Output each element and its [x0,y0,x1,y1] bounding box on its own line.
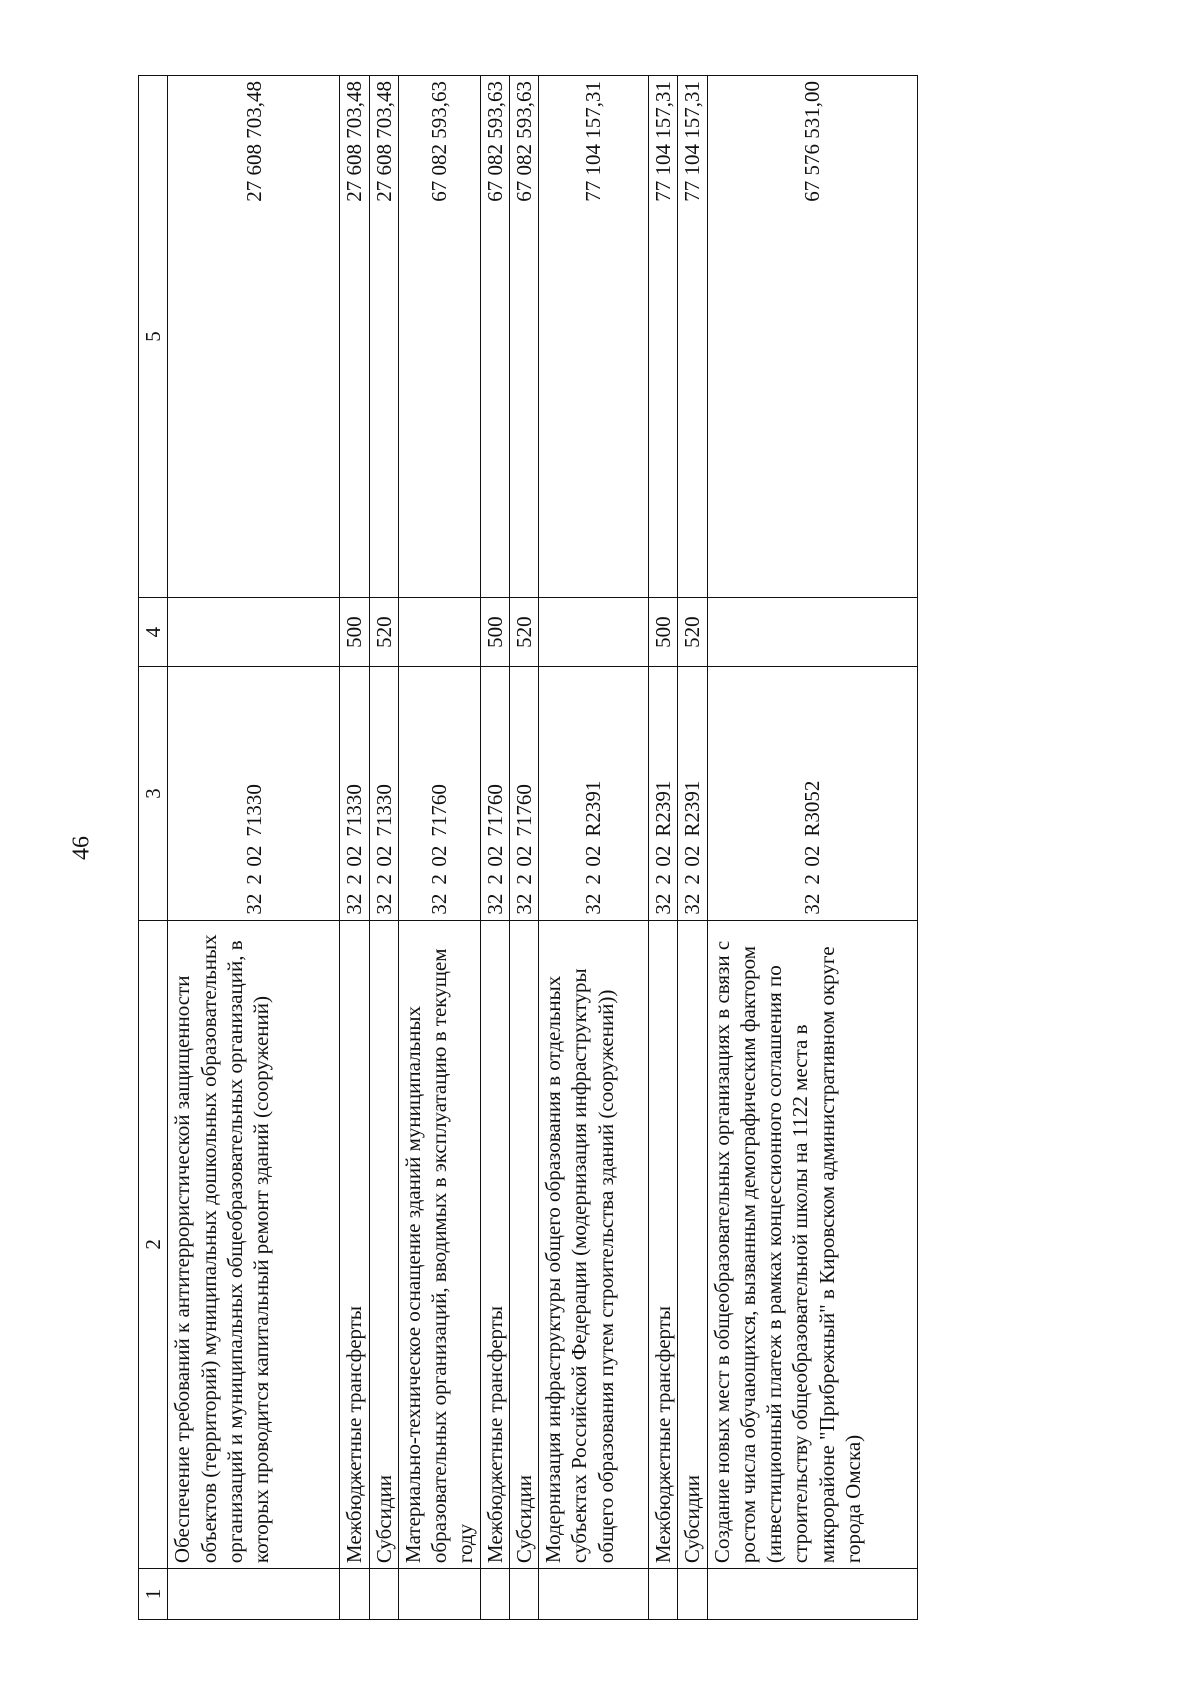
amount-cell: 67 576 531,00 [707,76,917,598]
table-row [168,76,340,1620]
code-part: 2 [371,874,396,885]
code-part: 32 [427,893,451,915]
row-index-cell [649,1569,678,1620]
classification-code-cell [398,667,480,920]
expense-type-cell: 500 [480,597,509,666]
description-cell: Межбюджетные трансферты [480,920,509,1568]
code-part: 32 [371,893,396,915]
row-index-cell [340,1569,369,1620]
code-part: 02 [371,845,396,867]
table-row [369,76,398,1620]
description-cell: Субсидии [678,920,707,1568]
classification-code-cell [707,667,917,920]
code-part: 71330 [342,784,367,837]
row-index-cell [168,1569,340,1620]
classification-code-cell [649,667,678,920]
code-part: 32 [799,893,824,915]
description-cell: Создание новых мест в общеобразовательных организациях в связи с ростом числа обучающихся, вызванным демографическим фактором (инвестиционный платеж в рамках концессионного соглашения по строительству общеобразовательной школы на 1122 места в микрорайоне "Прибрежный" в Кировском административном округе города Омска) [707,920,917,1568]
code-part: 32 [651,893,675,915]
document-sheet [138,75,1138,1620]
table-row [509,76,538,1620]
description-cell: Межбюджетные трансферты [340,920,369,1568]
amount-cell: 27 608 703,48 [168,76,340,598]
description-cell: Материально-техническое оснащение зданий муниципальных образовательных организаций, вводимых в эксплуатацию в текущем году [398,920,480,1568]
code-part: 2 [482,874,507,885]
description-cell: Субсидии [509,920,538,1568]
code-part: 71760 [482,784,507,837]
code-part: 02 [427,845,451,867]
code-part: 32 [241,893,266,915]
classification-code-cell [539,667,649,920]
row-index-cell [369,1569,398,1620]
code-part: 2 [241,874,266,885]
amount-cell: 27 608 703,48 [340,76,369,598]
code-part: 2 [342,874,367,885]
page-number: 46 [68,836,95,860]
code-part: 2 [680,874,705,885]
header-col-4: 4 [139,597,168,666]
expense-type-cell [707,597,917,666]
code-part: 02 [342,845,367,867]
budget-table [138,75,918,1620]
code-part: R2391 [581,780,606,837]
code-part: 02 [799,845,824,867]
classification-code-cell [168,667,340,920]
code-part: 02 [651,845,675,867]
code-part: 32 [581,893,606,915]
code-part: 32 [511,893,536,915]
code-part: 02 [482,845,507,867]
expense-type-cell: 520 [509,597,538,666]
classification-code-cell [678,667,707,920]
table-row [707,76,917,1620]
code-part: 71760 [511,784,536,837]
table-row [480,76,509,1620]
amount-cell: 67 082 593,63 [480,76,509,598]
expense-type-cell: 500 [649,597,678,666]
code-part: 71330 [371,784,396,837]
expense-type-cell [398,597,480,666]
expense-type-cell [168,597,340,666]
amount-cell: 67 082 593,63 [398,76,480,598]
classification-code-cell [340,667,369,920]
table-header-row [139,76,168,1620]
code-part: 02 [511,845,536,867]
table-row [678,76,707,1620]
table-row [539,76,649,1620]
header-col-1: 1 [139,1569,168,1620]
code-part: 2 [799,874,824,885]
classification-code-cell [369,667,398,920]
table-row [340,76,369,1620]
table-row [398,76,480,1620]
amount-cell: 77 104 157,31 [678,76,707,598]
code-part: R3052 [799,780,824,837]
code-part: 2 [511,874,536,885]
code-part: 32 [342,893,367,915]
expense-type-cell: 520 [678,597,707,666]
row-index-cell [707,1569,917,1620]
code-part: R2391 [680,780,705,837]
classification-code-cell [509,667,538,920]
amount-cell: 77 104 157,31 [539,76,649,598]
amount-cell: 67 082 593,63 [509,76,538,598]
header-col-5: 5 [139,76,168,598]
row-index-cell [480,1569,509,1620]
row-index-cell [509,1569,538,1620]
code-part: 2 [651,874,675,885]
description-cell: Субсидии [369,920,398,1568]
expense-type-cell: 500 [340,597,369,666]
classification-code-cell [480,667,509,920]
code-part: 02 [581,845,606,867]
code-part: R2391 [651,780,675,837]
row-index-cell [678,1569,707,1620]
code-part: 32 [680,893,705,915]
header-col-3: 3 [139,667,168,920]
expense-type-cell [539,597,649,666]
expense-type-cell: 520 [369,597,398,666]
code-part: 02 [241,845,266,867]
table-row [649,76,678,1620]
description-cell: Обеспечение требований к антитеррористической защищенности объектов (территорий) муниципальных дошкольных образовательных организаций и муниципальных общеобразовательных организаций, в которых проводится капитальный ремонт зданий (сооружений) [168,920,340,1568]
row-index-cell [539,1569,649,1620]
description-cell: Модернизация инфраструктуры общего образования в отдельных субъектах Российской Федерации (модернизация инфраструктуры общего образования путем строительства зданий (сооружений)) [539,920,649,1568]
header-col-2: 2 [139,920,168,1568]
amount-cell: 77 104 157,31 [649,76,678,598]
description-cell: Межбюджетные трансферты [649,920,678,1568]
code-part: 2 [581,874,606,885]
code-part: 2 [427,874,451,885]
code-part: 71760 [427,784,451,837]
row-index-cell [398,1569,480,1620]
code-part: 02 [680,845,705,867]
amount-cell: 27 608 703,48 [369,76,398,598]
code-part: 71330 [241,784,266,837]
code-part: 32 [482,893,507,915]
